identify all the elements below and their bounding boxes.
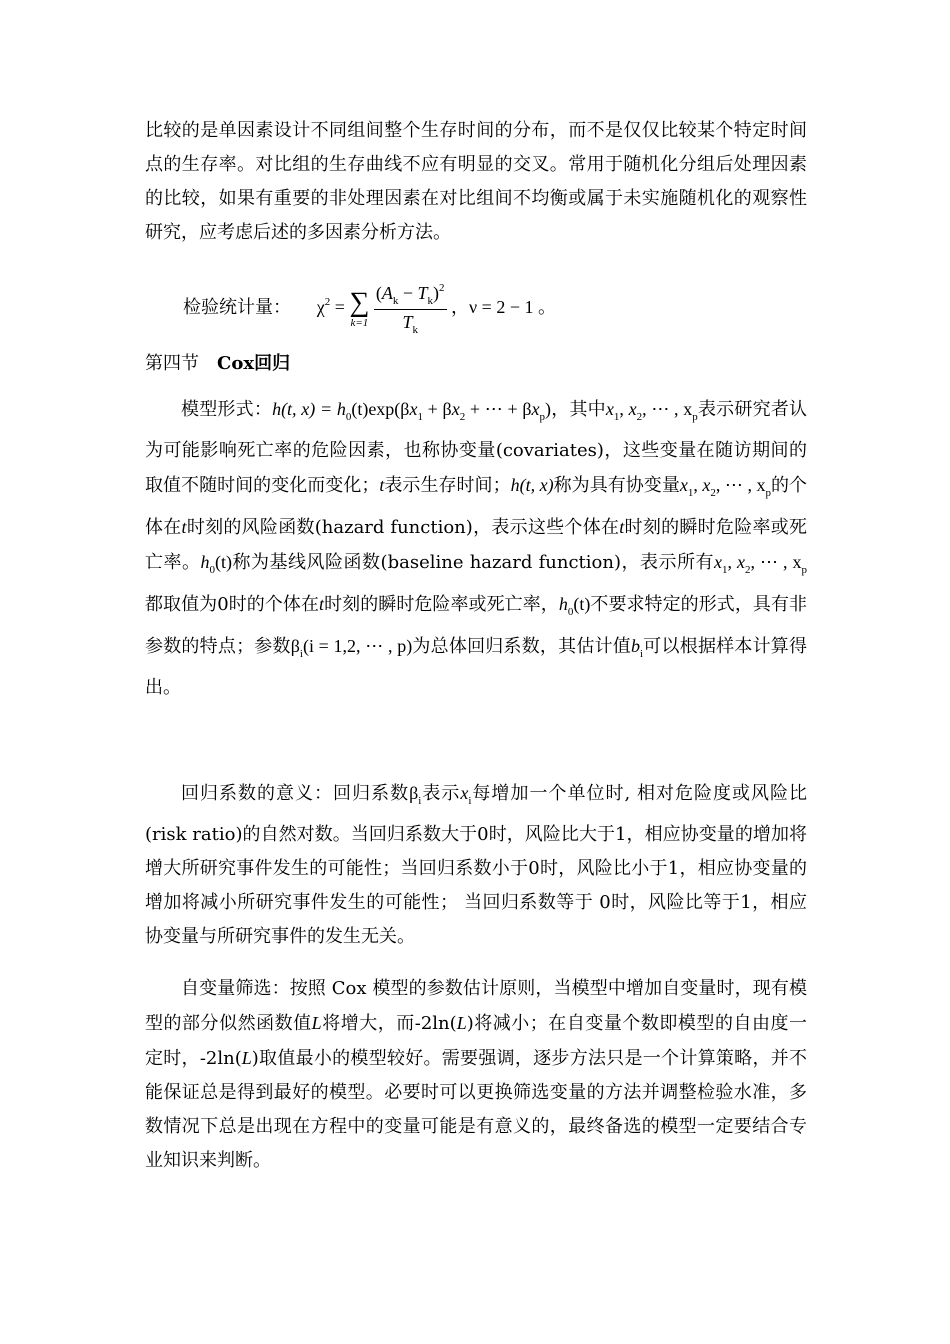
sum-symbol: ∑ k=1 [349, 287, 370, 329]
paragraph-coefficient-meaning: 回归系数的意义：回归系数$\beta_i$表示$x_i$每增加一个单位时, 相对危险度或风险比(risk ratio)的自然对数。当回归系数大于0时，风险比大于1，相应协变量的增加将增大所研究事件发生的可能性；当回归系数小于0时，风险比小于1，相应协变量的增加将减小所研究事件发生的可能性； 当回归系数等于 0时，风险比等于1，相应协变量与所研究事件的发生无关。 [145, 783, 807, 947]
paragraph-variable-selection: 自变量筛选：按照 Cox 模型的参数估计原则，当模型中增加自变量时，现有模型的部分似然函数值L将增大，而-2ln(L)将减小；在自变量个数即模型的自由度一定时，-2ln(L)取值最小的模型较好。需要强调，逐步方法只是一个计算策略，并不能保证总是得到最好的模型。必要时可以更换筛选变量的方法并调整检验水准，多数情况下总是出现在方程中的变量可能是有意义的，最终备选的模型一定要结合专业知识来判断。 [145, 978, 808, 1171]
test-statistic-formula: 检验统计量： $\chi^2$ = ∑ k=1 $\frac{(A_k - T_k)^2}{T_k}$ ，ν = 2 − 1 。 [183, 282, 556, 336]
paragraph-model-form: 模型形式：h(t, $x) = h_0(t)\exp(\beta x_1 + \beta x_2$ + ⋯ + $\beta x_p$)，其中$x_1$, $x_2$, ⋯ , $x_p$表示研究者认为可能影响死亡率的危险因素，也称协变量(covariates)，这些变量在随访期间的取值不随时间的变化而变化；t表示生存时间；h(t, x)称为具有协变量$x_1$, $x_2$, ⋯ , $x_p$的个体在t时刻的风险函数(hazard function)，表示这些个体在t时刻的瞬时危险率或死亡率。$h_0(t)$称为基线风险函数(baseline hazard function)，表示所有$x_1$, $x_2$, ⋯ , $x_p$都取值为0时的个体在t时刻的瞬时危险率或死亡率，$h_0(t)$不要求特定的形式，具有非参数的特点；参数$\beta_i(i = 1,2$, ⋯ , p)为总体回归系数，其估计值$b_i$可以根据样本计算得出。 [145, 399, 808, 698]
section-heading: 第四节 Cox回归 [145, 353, 291, 374]
paragraph-survival-comparison: 比较的是单因素设计不同组间整个生存时间的分布，而不是仅仅比较某个特定时间点的生存率。对比组的生存曲线不应有明显的交叉。常用于随机化分组后处理因素的比较，如果有重要的非处理因素在对比组间不均衡或属于未实施随机化的观察性研究，应考虑后述的多因素分析方法。 [145, 120, 807, 243]
chi-square-fraction: $\frac{(A_k - T_k)^2}{T_k}$ [375, 282, 445, 336]
cox-model-formula: h(t, $x) = h_0(t)\exp(\beta x_1 + \beta x_2$ + ⋯ + $\beta x_p$) [272, 399, 552, 423]
